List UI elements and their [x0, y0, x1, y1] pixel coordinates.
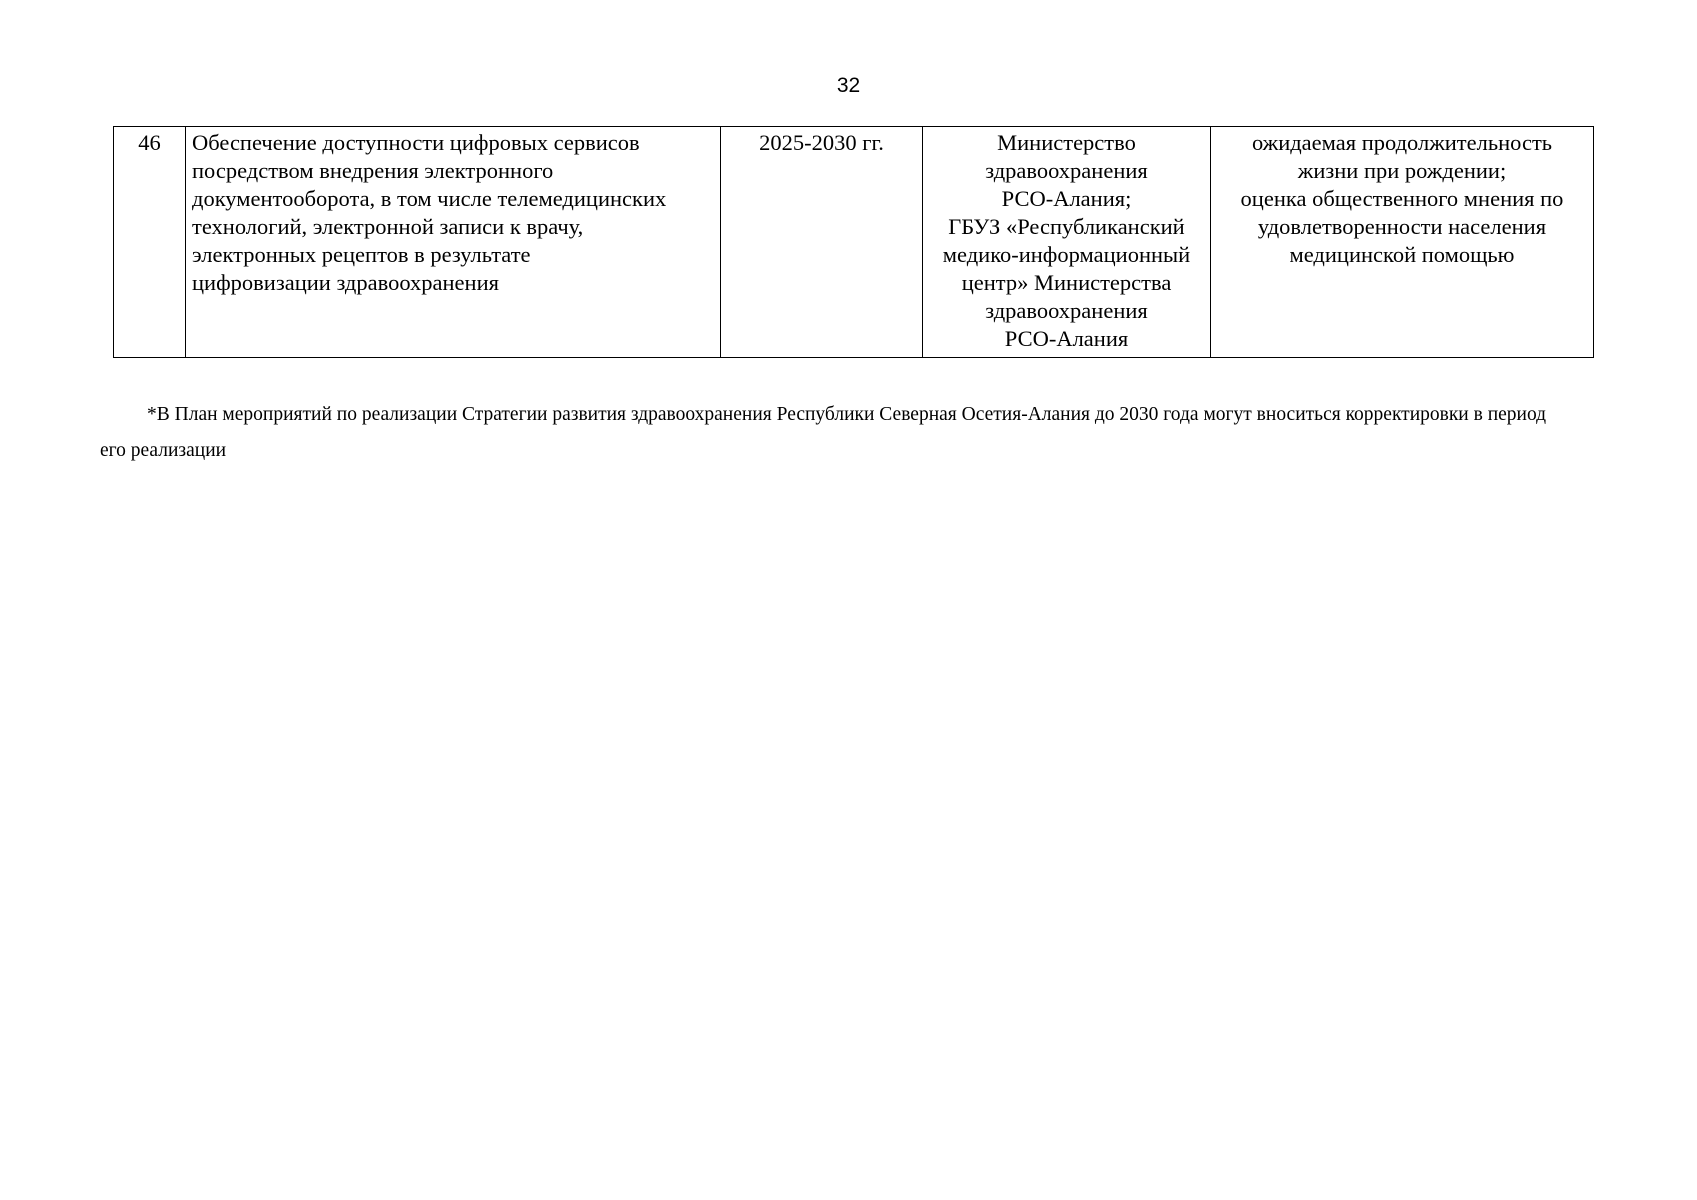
indicator-line: медицинской помощью: [1289, 242, 1515, 267]
footnote: [100, 397, 1610, 469]
description-line: электронных рецептов в результате: [192, 242, 531, 267]
responsible-line: здравоохранения: [985, 158, 1148, 183]
page-number: 32: [836, 74, 861, 97]
description-line: посредством внедрения электронного: [192, 158, 554, 183]
description-line: Обеспечение доступности цифровых сервисов: [192, 130, 640, 155]
description-line: документооборота, в том числе телемедицинских: [192, 186, 667, 211]
indicator-line: жизни при рождении;: [1297, 158, 1507, 183]
indicator-line: оценка общественного мнения по: [1240, 186, 1564, 211]
plan-table: [113, 126, 1594, 358]
responsible-line: медико-информационный: [942, 242, 1191, 267]
responsible-line: РСО-Алания: [1004, 326, 1129, 351]
responsible-line: ГБУЗ «Республиканский: [948, 214, 1185, 239]
row-number-cell: [114, 127, 186, 358]
row-number: 46: [138, 130, 161, 155]
responsible-line: центр» Министерства: [961, 270, 1172, 295]
responsible-line: Министерство: [997, 130, 1136, 155]
responsible-line: здравоохранения: [985, 298, 1148, 323]
table-row: [114, 127, 1594, 358]
responsible-line: РСО-Алания;: [1001, 186, 1132, 211]
description-line: цифровизации здравоохранения: [192, 270, 499, 295]
indicator-cell: [1211, 127, 1594, 358]
period-text: 2025-2030 гг.: [759, 130, 884, 155]
indicator-line: удовлетворенности населения: [1257, 214, 1547, 239]
responsible-cell: [923, 127, 1211, 358]
indicator-line: ожидаемая продолжительность: [1251, 130, 1553, 155]
description-line: технологий, электронной записи к врачу,: [192, 214, 584, 239]
footnote-line: его реализации: [100, 440, 227, 461]
description-cell: [186, 127, 721, 358]
period-cell: [721, 127, 923, 358]
footnote-line: *В План мероприятий по реализации Стратегии развития здравоохранения Республики Северная Осетия-Алания до 2030 года могут вноситься корректировки в период: [147, 404, 1547, 425]
